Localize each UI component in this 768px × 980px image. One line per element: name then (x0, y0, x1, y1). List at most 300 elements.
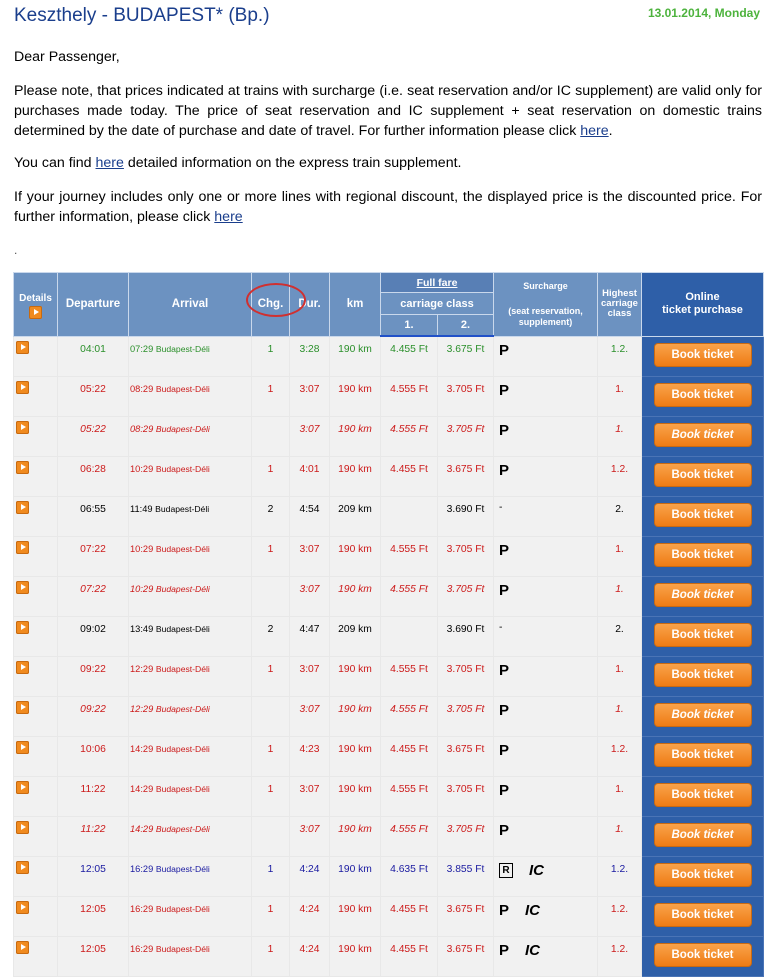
surcharge-cell (494, 936, 598, 976)
arrival-time: 12:29 (130, 703, 154, 714)
express-notice-before: You can find (14, 155, 96, 171)
price-class1: 4.555 Ft (381, 656, 438, 696)
arrival-station: Budapest-Déli (155, 463, 210, 474)
page-title: Keszthely - BUDAPEST* (Bp.) (14, 5, 270, 26)
price-class2: 3.705 Ft (438, 776, 494, 816)
seat-reservation-icon: P (499, 421, 510, 439)
details-cell (14, 816, 58, 856)
price-class1: 4.455 Ft (381, 936, 438, 976)
online-cell (642, 496, 764, 536)
highest-class: 1. (598, 776, 642, 816)
online-l2: ticket purchase (662, 304, 743, 317)
details-cell (14, 536, 58, 576)
duration: 3:07 (290, 536, 330, 576)
duration: 3:07 (290, 816, 330, 856)
highest-class: 1. (598, 536, 642, 576)
distance: 190 km (330, 416, 381, 456)
details-play-icon[interactable] (16, 461, 29, 474)
surcharge-header (494, 273, 598, 337)
arrival-time: 16:29 (130, 943, 154, 954)
price-class2: 3.675 Ft (438, 936, 494, 976)
arrival-station: Budapest-Déli (155, 423, 210, 434)
arrival-cell (129, 496, 252, 536)
table-row (14, 656, 764, 696)
changes-count: 1 (252, 376, 290, 416)
details-play-icon[interactable] (16, 421, 29, 434)
seat-reservation-icon: P (499, 461, 510, 479)
arrival-station: Budapest-Déli (155, 583, 210, 594)
duration: 4:24 (290, 896, 330, 936)
table-row (14, 856, 764, 896)
highest-class: 1. (598, 816, 642, 856)
arrival-cell (129, 736, 252, 776)
book-ticket-button[interactable]: Book ticket (654, 943, 752, 967)
surcharge-cell (494, 776, 598, 816)
online-cell (642, 816, 764, 856)
online-cell (642, 336, 764, 376)
duration: 3:07 (290, 416, 330, 456)
book-ticket-button[interactable]: Book ticket (654, 903, 752, 927)
arrival-cell (129, 616, 252, 656)
online-cell (642, 456, 764, 496)
changes-count: 1 (252, 336, 290, 376)
surcharge-cell (494, 896, 598, 936)
details-play-icon[interactable] (16, 621, 29, 634)
arrival-cell (129, 936, 252, 976)
carriage-class-header: carriage class (381, 293, 494, 315)
price-class1: 4.555 Ft (381, 376, 438, 416)
highest-class: 1.2. (598, 456, 642, 496)
surcharge-cell (494, 576, 598, 616)
details-play-icon[interactable] (16, 541, 29, 554)
price-class2: 3.675 Ft (438, 896, 494, 936)
arrival-time: 08:29 (130, 383, 154, 394)
regional-discount-notice (14, 187, 762, 227)
changes-count: 1 (252, 456, 290, 496)
highest-class: 2. (598, 496, 642, 536)
table-row (14, 336, 764, 376)
changes-count: 1 (252, 736, 290, 776)
duration: 4:23 (290, 736, 330, 776)
arrival-station: Budapest-Déli (155, 703, 210, 714)
book-ticket-button[interactable]: Book ticket (654, 583, 752, 607)
online-cell (642, 656, 764, 696)
departure-time: 05:22 (58, 416, 129, 456)
express-supplement-link[interactable]: here (95, 155, 124, 171)
details-play-icon[interactable] (16, 861, 29, 874)
price-class2: 3.855 Ft (438, 856, 494, 896)
departure-time: 07:22 (58, 576, 129, 616)
table-row (14, 616, 764, 656)
departure-time: 12:05 (58, 936, 129, 976)
price-class2: 3.705 Ft (438, 696, 494, 736)
duration: 3:07 (290, 576, 330, 616)
arrival-time: 08:29 (130, 423, 154, 434)
surcharge-cell (494, 816, 598, 856)
departure-time: 09:02 (58, 616, 129, 656)
highest-class: 1. (598, 416, 642, 456)
arrival-station: Budapest-Déli (155, 863, 210, 874)
seat-reservation-icon: P (499, 701, 510, 719)
highest-class: 1. (598, 576, 642, 616)
duration: 3:07 (290, 656, 330, 696)
surcharge-info-link[interactable]: here (580, 123, 609, 139)
distance: 190 km (330, 336, 381, 376)
class1-header: 1. (381, 315, 438, 337)
class2-header: 2. (438, 315, 494, 337)
arrival-cell (129, 856, 252, 896)
surcharge-cell (494, 856, 598, 896)
details-play-icon[interactable] (16, 781, 29, 794)
arrival-time: 14:29 (130, 783, 154, 794)
distance: 190 km (330, 736, 381, 776)
table-row (14, 896, 764, 936)
changes-count: 1 (252, 936, 290, 976)
surcharge-cell (494, 416, 598, 456)
online-l1: Online (685, 291, 720, 304)
departure-time: 09:22 (58, 656, 129, 696)
highest-class-l1: Highest (602, 288, 637, 300)
details-play-icon[interactable] (16, 741, 29, 754)
duration: 4:24 (290, 936, 330, 976)
arrival-cell (129, 776, 252, 816)
surcharge-cell (494, 336, 598, 376)
seat-reservation-icon: P (499, 381, 510, 399)
price-class2: 3.705 Ft (438, 816, 494, 856)
book-ticket-button[interactable]: Book ticket (654, 783, 752, 807)
ic-supplement-icon: IC (525, 901, 541, 919)
table-row (14, 816, 764, 856)
distance: 190 km (330, 456, 381, 496)
seat-reservation-icon: P (499, 541, 510, 559)
changes-count (252, 576, 290, 616)
surcharge-notice-end: . (608, 123, 613, 139)
distance: 190 km (330, 816, 381, 856)
distance: 190 km (330, 656, 381, 696)
highest-class: 1.2. (598, 336, 642, 376)
departure-time: 12:05 (58, 896, 129, 936)
distance: 190 km (330, 696, 381, 736)
arrival-station: Budapest-Déli (155, 543, 210, 554)
duration: 3:07 (290, 696, 330, 736)
duration: 4:01 (290, 456, 330, 496)
price-class1: 4.555 Ft (381, 776, 438, 816)
ic-supplement-icon: IC (525, 941, 541, 959)
distance: 190 km (330, 576, 381, 616)
online-cell (642, 856, 764, 896)
seat-reservation-icon: P (499, 661, 510, 679)
book-ticket-button[interactable]: Book ticket (654, 703, 752, 727)
duration: 3:07 (290, 376, 330, 416)
details-cell (14, 616, 58, 656)
details-cell (14, 416, 58, 456)
arrival-cell (129, 376, 252, 416)
changes-header-label: Chg. (257, 298, 284, 311)
surcharge-cell (494, 496, 598, 536)
timetable (13, 272, 764, 977)
changes-count (252, 816, 290, 856)
book-ticket-button[interactable]: Book ticket (654, 623, 752, 647)
full-fare-link[interactable]: Full fare (416, 276, 458, 289)
table-row (14, 776, 764, 816)
arrival-station: Budapest-Déli (155, 903, 210, 914)
details-play-icon[interactable] (16, 821, 29, 834)
details-play-icon[interactable] (16, 661, 29, 674)
duration: 3:07 (290, 776, 330, 816)
book-ticket-button[interactable]: Book ticket (654, 663, 752, 687)
regional-notice-text: If your journey includes only one or more lines with regional discount, the displayed price is the discounted price. For further information, please click (14, 189, 762, 225)
duration: 4:24 (290, 856, 330, 896)
surcharge-cell (494, 696, 598, 736)
full-fare-header[interactable] (381, 273, 494, 293)
highest-class: 1.2. (598, 856, 642, 896)
departure-time: 09:22 (58, 696, 129, 736)
arrival-cell (129, 696, 252, 736)
price-class2: 3.705 Ft (438, 576, 494, 616)
no-surcharge: - (499, 621, 503, 633)
seat-reservation-icon: P (499, 821, 510, 839)
online-cell (642, 416, 764, 456)
details-cell (14, 496, 58, 536)
surcharge-header-sub: (seat reservation, supplement) (508, 305, 583, 327)
arrival-cell (129, 416, 252, 456)
details-play-icon[interactable] (16, 501, 29, 514)
seat-reservation-icon: P (499, 941, 510, 959)
distance: 209 km (330, 616, 381, 656)
departure-time: 11:22 (58, 776, 129, 816)
surcharge-header-label: Surcharge (523, 280, 568, 291)
departure-time: 04:01 (58, 336, 129, 376)
express-supplement-notice (14, 153, 762, 173)
arrival-header[interactable]: Arrival (129, 273, 252, 337)
details-header-label: Details (19, 293, 52, 304)
details-cell (14, 656, 58, 696)
changes-count (252, 696, 290, 736)
arrival-time: 10:29 (130, 463, 154, 474)
changes-count: 1 (252, 536, 290, 576)
price-class2: 3.675 Ft (438, 336, 494, 376)
play-icon[interactable] (29, 306, 42, 319)
details-play-icon[interactable] (16, 381, 29, 394)
arrival-cell (129, 576, 252, 616)
surcharge-cell (494, 656, 598, 696)
duration: 3:28 (290, 336, 330, 376)
departure-time: 11:22 (58, 816, 129, 856)
book-ticket-button[interactable]: Book ticket (654, 823, 752, 847)
departure-time: 05:22 (58, 376, 129, 416)
price-class1: 4.555 Ft (381, 816, 438, 856)
distance: 190 km (330, 936, 381, 976)
arrival-time: 13:49 (130, 623, 154, 634)
price-class1 (381, 496, 438, 536)
changes-count: 1 (252, 896, 290, 936)
details-cell (14, 856, 58, 896)
book-ticket-button[interactable]: Book ticket (654, 503, 752, 527)
price-class2: 3.675 Ft (438, 736, 494, 776)
distance: 190 km (330, 896, 381, 936)
surcharge-notice-text: Please note, that prices indicated at trains with surcharge (i.e. seat reservation and/or IC supplement) are valid only for purchases made today. The price of seat reservation and IC supplement + seat reservation on domestic trains determined by the date of purchase and date of travel. For further information please click (14, 83, 762, 139)
table-row (14, 416, 764, 456)
seat-reservation-icon: P (499, 741, 510, 759)
price-class1: 4.635 Ft (381, 856, 438, 896)
arrival-cell (129, 896, 252, 936)
arrival-station: Budapest-Déli (155, 943, 210, 954)
details-cell (14, 376, 58, 416)
table-row (14, 496, 764, 536)
departure-header[interactable]: Departure (58, 273, 129, 337)
details-play-icon[interactable] (16, 901, 29, 914)
price-class1: 4.555 Ft (381, 536, 438, 576)
details-cell (14, 336, 58, 376)
table-row (14, 736, 764, 776)
distance: 190 km (330, 536, 381, 576)
highest-class-l2: carriage (601, 298, 638, 310)
arrival-station: Budapest-Déli (155, 623, 210, 634)
online-cell (642, 376, 764, 416)
online-cell (642, 696, 764, 736)
details-cell (14, 696, 58, 736)
price-class1: 4.455 Ft (381, 456, 438, 496)
book-ticket-button[interactable]: Book ticket (654, 383, 752, 407)
price-class2: 3.690 Ft (438, 616, 494, 656)
price-class2: 3.675 Ft (438, 456, 494, 496)
price-class2: 3.690 Ft (438, 496, 494, 536)
price-class1: 4.455 Ft (381, 896, 438, 936)
price-class1: 4.555 Ft (381, 696, 438, 736)
express-notice-after: detailed information on the express train supplement. (123, 155, 462, 171)
surcharge-cell (494, 536, 598, 576)
online-cell (642, 896, 764, 936)
highest-class: 1. (598, 376, 642, 416)
book-ticket-button[interactable]: Book ticket (654, 463, 752, 487)
seat-reservation-icon: P (499, 901, 510, 919)
details-cell (14, 736, 58, 776)
price-class1: 4.455 Ft (381, 336, 438, 376)
details-cell (14, 896, 58, 936)
seat-reservation-icon: P (499, 581, 510, 599)
departure-time: 07:22 (58, 536, 129, 576)
arrival-station: Budapest-Déli (155, 823, 210, 834)
changes-count: 2 (252, 496, 290, 536)
arrival-cell (129, 456, 252, 496)
arrival-time: 10:29 (130, 583, 154, 594)
online-cell (642, 576, 764, 616)
arrival-time: 16:29 (130, 863, 154, 874)
km-header[interactable]: km (330, 273, 381, 337)
departure-time: 10:06 (58, 736, 129, 776)
highest-class-header (598, 273, 642, 337)
details-cell (14, 936, 58, 976)
ic-supplement-icon: IC (529, 861, 544, 879)
details-cell (14, 776, 58, 816)
details-play-icon[interactable] (16, 341, 29, 354)
highest-class: 1. (598, 656, 642, 696)
arrival-time: 14:29 (130, 823, 154, 834)
online-cell (642, 736, 764, 776)
highest-class: 1.2. (598, 896, 642, 936)
price-class1: 4.455 Ft (381, 736, 438, 776)
no-surcharge: - (499, 501, 503, 513)
arrival-time: 10:29 (130, 543, 154, 554)
book-ticket-button[interactable]: Book ticket (654, 423, 752, 447)
price-class1: 4.555 Ft (381, 576, 438, 616)
price-class2: 3.705 Ft (438, 376, 494, 416)
price-class1 (381, 616, 438, 656)
travel-date: 13.01.2014, Monday (647, 6, 760, 20)
details-play-icon[interactable] (16, 581, 29, 594)
book-ticket-button[interactable]: Book ticket (654, 343, 752, 367)
book-ticket-button[interactable]: Book ticket (654, 743, 752, 767)
online-cell (642, 616, 764, 656)
online-cell (642, 536, 764, 576)
table-row (14, 696, 764, 736)
changes-count (252, 416, 290, 456)
details-header (14, 273, 58, 337)
details-play-icon[interactable] (16, 941, 29, 954)
price-class1: 4.555 Ft (381, 416, 438, 456)
departure-time: 12:05 (58, 856, 129, 896)
highest-class-l3: class (607, 308, 632, 320)
price-class2: 3.705 Ft (438, 656, 494, 696)
surcharge-cell (494, 456, 598, 496)
table-row (14, 536, 764, 576)
price-class2: 3.705 Ft (438, 536, 494, 576)
arrival-time: 07:29 (130, 343, 154, 354)
arrival-cell (129, 536, 252, 576)
arrival-cell (129, 336, 252, 376)
arrival-time: 11:49 (130, 503, 153, 514)
reservation-r-icon: R (499, 863, 513, 878)
changes-count: 1 (252, 856, 290, 896)
duration: 4:47 (290, 616, 330, 656)
seat-reservation-icon: P (499, 341, 510, 359)
details-cell (14, 456, 58, 496)
table-row (14, 936, 764, 976)
surcharge-cell (494, 736, 598, 776)
table-row (14, 456, 764, 496)
price-class2: 3.705 Ft (438, 416, 494, 456)
changes-count: 2 (252, 616, 290, 656)
arrival-time: 16:29 (130, 903, 154, 914)
red-circle-annotation (246, 283, 306, 317)
online-cell (642, 936, 764, 976)
surcharge-cell (494, 376, 598, 416)
details-play-icon[interactable] (16, 701, 29, 714)
duration: 4:54 (290, 496, 330, 536)
surcharge-cell (494, 616, 598, 656)
changes-count: 1 (252, 656, 290, 696)
highest-class: 2. (598, 616, 642, 656)
changes-count: 1 (252, 776, 290, 816)
highest-class: 1.2. (598, 736, 642, 776)
arrival-station: Budapest-Déli (155, 383, 210, 394)
arrival-station: Budapest-Déli (155, 503, 210, 514)
departure-time: 06:55 (58, 496, 129, 536)
table-row (14, 376, 764, 416)
arrival-station: Budapest-Déli (155, 343, 210, 354)
greeting: Dear Passenger, (14, 49, 120, 65)
arrival-time: 14:29 (130, 743, 154, 754)
regional-discount-link[interactable]: here (214, 209, 243, 225)
changes-header[interactable] (252, 273, 290, 337)
online-cell (642, 776, 764, 816)
distance: 209 km (330, 496, 381, 536)
arrival-time: 12:29 (130, 663, 154, 674)
book-ticket-button[interactable]: Book ticket (654, 863, 752, 887)
duration-header[interactable]: Dur. (290, 273, 330, 337)
book-ticket-button[interactable]: Book ticket (654, 543, 752, 567)
arrival-station: Budapest-Déli (155, 783, 210, 794)
